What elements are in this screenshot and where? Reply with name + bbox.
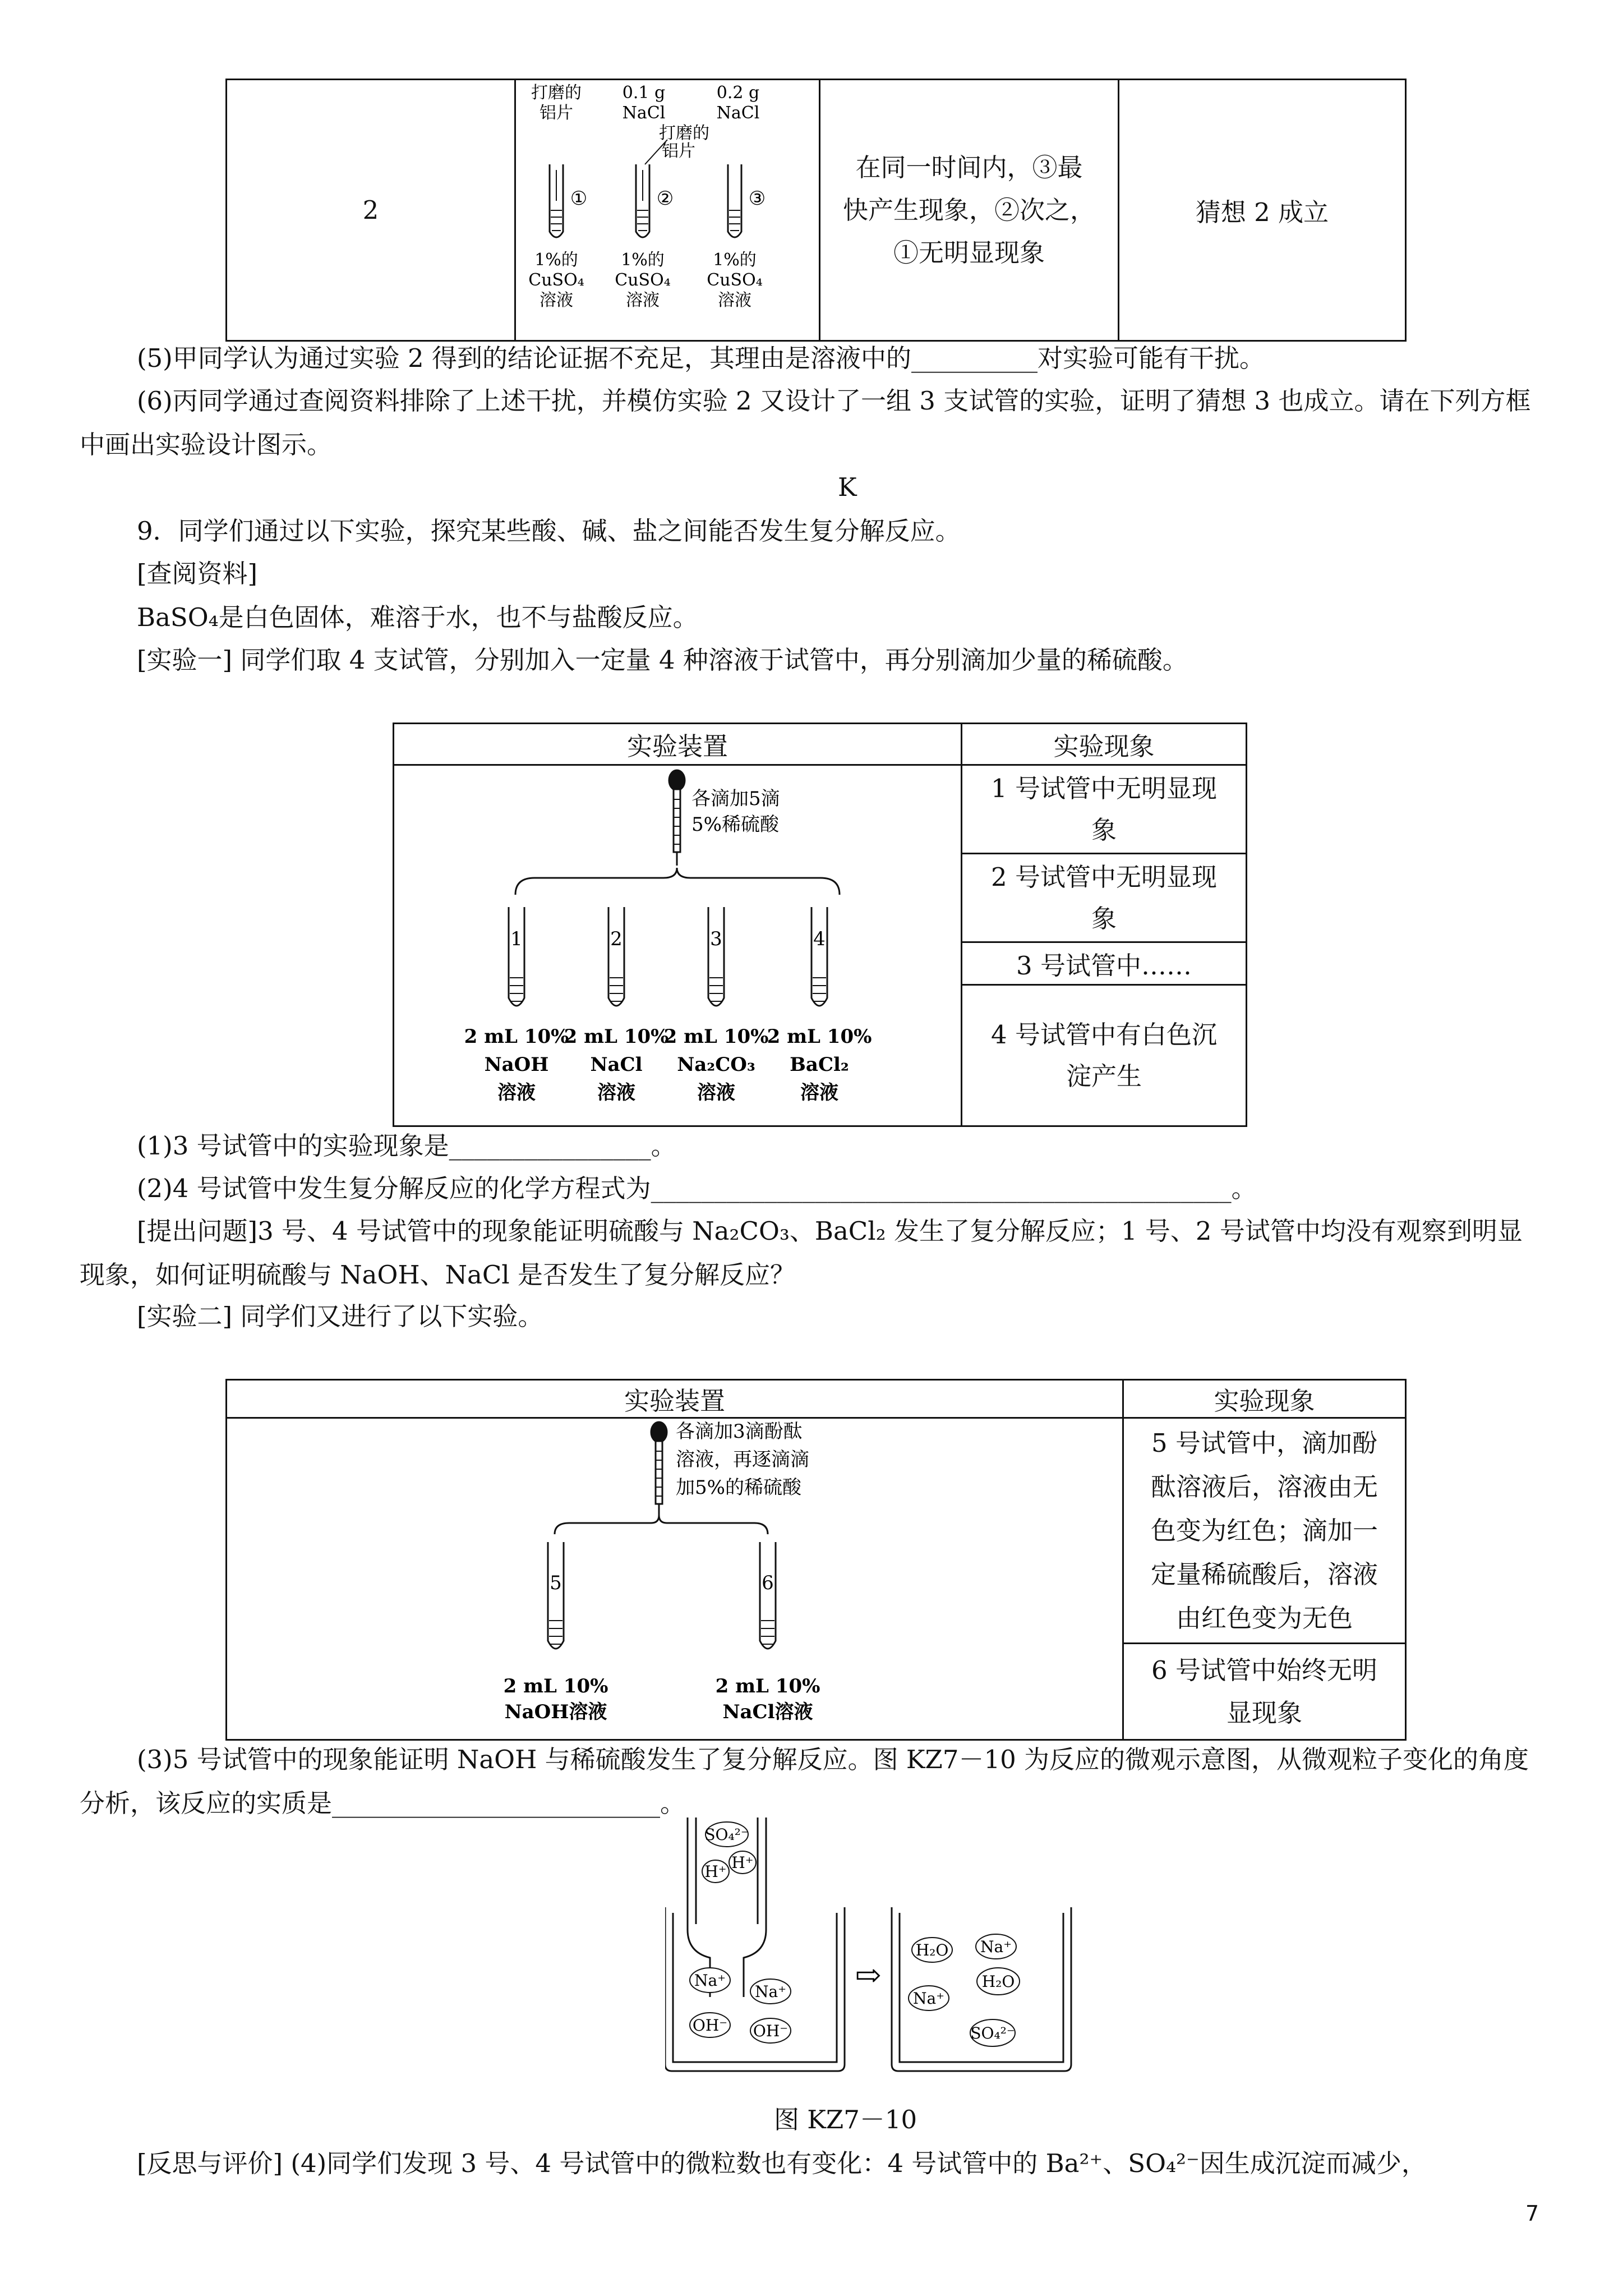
col-device-header: 实验装置 — [227, 1380, 1123, 1418]
phen-line: 酞溶液后，溶液由无 — [1150, 1471, 1378, 1502]
figure-caption: 图 KZ7－10 — [774, 2105, 917, 2134]
tube3-label-b: Na₂CO₃ — [677, 1053, 755, 1076]
page-number: 7 — [1525, 2201, 1539, 2226]
question-3: (3)5 号试管中的现象能证明 NaOH 与稀硫酸发生了复分解反应。图 KZ7－10 为反应的微观示意图，从微观粒子变化的角度分析，该反应的实质是__________________________。 — [80, 1745, 1529, 1818]
experiment-2-table — [225, 79, 1407, 342]
reflection: [反思与评价] (4)同学们发现 3 号、4 号试管中的微粒数也有变化：4 号试管中的 Ba²⁺、SO₄²⁻因生成沉淀而减少， — [137, 2148, 1427, 2178]
question-raise: [提出问题]3 号、4 号试管中的现象能证明硫酸与 Na₂CO₃、BaCl₂ 发生了复分解反应；1 号、2 号试管中均没有观察到明显现象，如何证明硫酸与 NaOH、NaCl 是否发生了复分解反应？ — [80, 1216, 1523, 1290]
label-bot-2a: 1%的 — [621, 250, 665, 270]
tube2-label-b: NaCl — [590, 1053, 643, 1076]
phenomenon-line: ①无明显现象 — [893, 237, 1045, 268]
two-tubes-diagram — [227, 1419, 1122, 1733]
label-bot-2b: CuSO₄ — [615, 270, 671, 290]
phen-line: 象 — [1091, 903, 1117, 933]
phenomenon-row-2 — [962, 854, 1247, 942]
tube-mark-3: ③ — [748, 187, 766, 210]
tube4-label-a: 2 mL 10% — [767, 1025, 872, 1048]
tube3-label-a: 2 mL 10% — [663, 1025, 769, 1048]
letter-k: K — [838, 472, 857, 502]
label-top-1a: 打磨的 — [531, 83, 582, 103]
ion-na-right-2: Na⁺ — [913, 1989, 944, 2008]
lookup-text: BaSO₄是白色固体，难溶于水，也不与盐酸反应。 — [137, 602, 698, 632]
dropper-label-1: 各滴加5滴 — [691, 788, 780, 810]
label-bot-3b: CuSO₄ — [707, 270, 763, 290]
phenomenon-row-3: 3 号试管中…… — [962, 942, 1247, 985]
tube2-label-c: 溶液 — [597, 1082, 635, 1104]
ion-na-left-2: Na⁺ — [755, 1982, 786, 2001]
experiment-1-intro: [实验一] 同学们取 4 支试管，分别加入一定量 4 种溶液于试管中，再分别滴加少量的稀硫酸。 — [137, 645, 1188, 675]
phen-line: 1 号试管中无明显现 — [991, 773, 1217, 803]
label-top-1b: 铝片 — [540, 103, 573, 123]
tube3-label-c: 溶液 — [697, 1082, 735, 1104]
tube-num-1: 1 — [510, 928, 523, 950]
device-cell — [227, 1418, 1123, 1740]
tube4-label-b: BaCl₂ — [790, 1053, 849, 1076]
label-top-2c: 打磨的 — [659, 123, 709, 143]
tube-num-3: 3 — [710, 928, 722, 950]
tube-num-4: 4 — [813, 928, 826, 950]
reaction-arrow-icon: ⇨ — [855, 1957, 882, 1994]
phen-line: 5 号试管中，滴加酚 — [1151, 1428, 1377, 1458]
question-2: (2)4 号试管中发生复分解反应的化学方程式为______________________________________________。 — [137, 1174, 1257, 1203]
phenomenon-cell — [820, 80, 1119, 341]
tube6-label-a: 2 mL 10% — [715, 1675, 820, 1697]
tube2-label-a: 2 mL 10% — [564, 1025, 669, 1048]
ion-h-1: H⁺ — [704, 1862, 727, 1881]
tube-num-6: 6 — [762, 1572, 774, 1594]
label-top-3b: NaCl — [716, 103, 760, 123]
ion-so4-right: SO₄²⁻ — [970, 2024, 1015, 2042]
tube1-label-b: NaOH — [484, 1053, 549, 1076]
tube6-label-b: NaCl溶液 — [722, 1701, 813, 1723]
col-device-header: 实验装置 — [394, 724, 962, 765]
tube5-label-b: NaOH溶液 — [504, 1701, 607, 1723]
tube5-label-a: 2 mL 10% — [503, 1675, 608, 1697]
label-top-2a: 0.1 g — [622, 83, 666, 103]
ion-h2o-1: H₂O — [915, 1941, 949, 1959]
tube-num-2: 2 — [610, 928, 623, 950]
phenomenon-row-6 — [1123, 1644, 1406, 1740]
tube1-label-a: 2 mL 10% — [464, 1025, 569, 1048]
ion-na-left-1: Na⁺ — [694, 1971, 726, 1990]
phenomenon-row-4 — [962, 985, 1247, 1126]
col-phenomenon-header: 实验现象 — [1123, 1380, 1406, 1418]
device-cell — [394, 765, 962, 1126]
label-bot-3c: 溶液 — [718, 291, 751, 310]
ion-h2o-2: H₂O — [981, 1972, 1015, 1991]
phen-line: 象 — [1091, 815, 1117, 845]
experiment-2-intro: [实验二] 同学们又进行了以下实验。 — [137, 1301, 543, 1331]
experiment-2b-table — [225, 1379, 1407, 1741]
phen-line: 显现象 — [1226, 1697, 1302, 1728]
phenomenon-row-1 — [962, 765, 1247, 854]
ion-oh-2: OH⁻ — [753, 2022, 789, 2040]
ion-na-right-1: Na⁺ — [980, 1938, 1012, 1956]
label-bot-3a: 1%的 — [713, 250, 757, 270]
dropper2-label-1: 各滴加3滴酚酞 — [676, 1420, 803, 1443]
row-number: 2 — [227, 80, 515, 341]
tube-mark-2: ② — [656, 187, 674, 210]
tube-num-5: 5 — [550, 1572, 562, 1594]
phen-line: 6 号试管中始终无明 — [1151, 1655, 1377, 1685]
ion-oh-1: OH⁻ — [692, 2016, 728, 2035]
phen-line: 色变为红色；滴加一 — [1150, 1515, 1378, 1545]
micro-reaction-figure — [665, 1818, 1091, 2087]
tube4-label-c: 溶液 — [800, 1082, 838, 1104]
experiment-1-table — [393, 723, 1247, 1127]
three-tubes-diagram — [516, 80, 819, 334]
label-bot-1c: 溶液 — [540, 291, 573, 310]
phen-line: 淀产生 — [1066, 1061, 1142, 1091]
phenomenon-row-5 — [1123, 1418, 1406, 1644]
question-9-intro: 9．同学们通过以下实验，探究某些酸、碱、盐之间能否发生复分解反应。 — [137, 516, 961, 546]
conclusion-cell: 猜想 2 成立 — [1119, 80, 1406, 341]
label-top-3a: 0.2 g — [716, 83, 760, 103]
phenomenon-line: 快产生现象，②次之， — [842, 195, 1095, 225]
phenomenon-line: 在同一时间内，③最 — [855, 152, 1083, 182]
question-1: (1)3 号试管中的实验现象是________________。 — [137, 1131, 676, 1161]
dropper2-label-2: 溶液，再逐滴滴 — [676, 1448, 809, 1471]
phen-line: 4 号试管中有白色沉 — [991, 1019, 1217, 1050]
tube-mark-1: ① — [570, 187, 588, 210]
phen-line: 定量稀硫酸后，溶液 — [1150, 1559, 1378, 1589]
col-phenomenon-header: 实验现象 — [962, 724, 1247, 765]
ion-so4-dropper: SO₄²⁻ — [704, 1825, 749, 1844]
diagram-cell — [515, 80, 820, 341]
label-bot-1b: CuSO₄ — [528, 270, 584, 290]
phen-line: 2 号试管中无明显现 — [991, 862, 1217, 892]
label-top-2d: 铝片 — [662, 141, 695, 161]
label-top-2b: NaCl — [622, 103, 666, 123]
label-bot-2c: 溶液 — [626, 291, 660, 310]
dropper2-label-3: 加5%的稀硫酸 — [676, 1476, 801, 1499]
four-tubes-diagram — [394, 766, 961, 1119]
tube1-label-c: 溶液 — [497, 1082, 536, 1104]
ion-h-2: H⁺ — [731, 1853, 754, 1872]
phen-line: 由红色变为无色 — [1175, 1603, 1353, 1633]
question-6: (6)丙同学通过查阅资料排除了上述干扰，并模仿实验 2 又设计了一组 3 支试管的实验，证明了猜想 3 也成立。请在下列方框中画出实验设计图示。 — [80, 386, 1531, 459]
dropper-label-2: 5%稀硫酸 — [691, 813, 779, 836]
label-bot-1a: 1%的 — [534, 250, 578, 270]
lookup-heading: [查阅资料] — [137, 559, 258, 588]
question-5: (5)甲同学认为通过实验 2 得到的结论证据不充足，其理由是溶液中的__________对实验可能有干扰。 — [137, 343, 1265, 373]
